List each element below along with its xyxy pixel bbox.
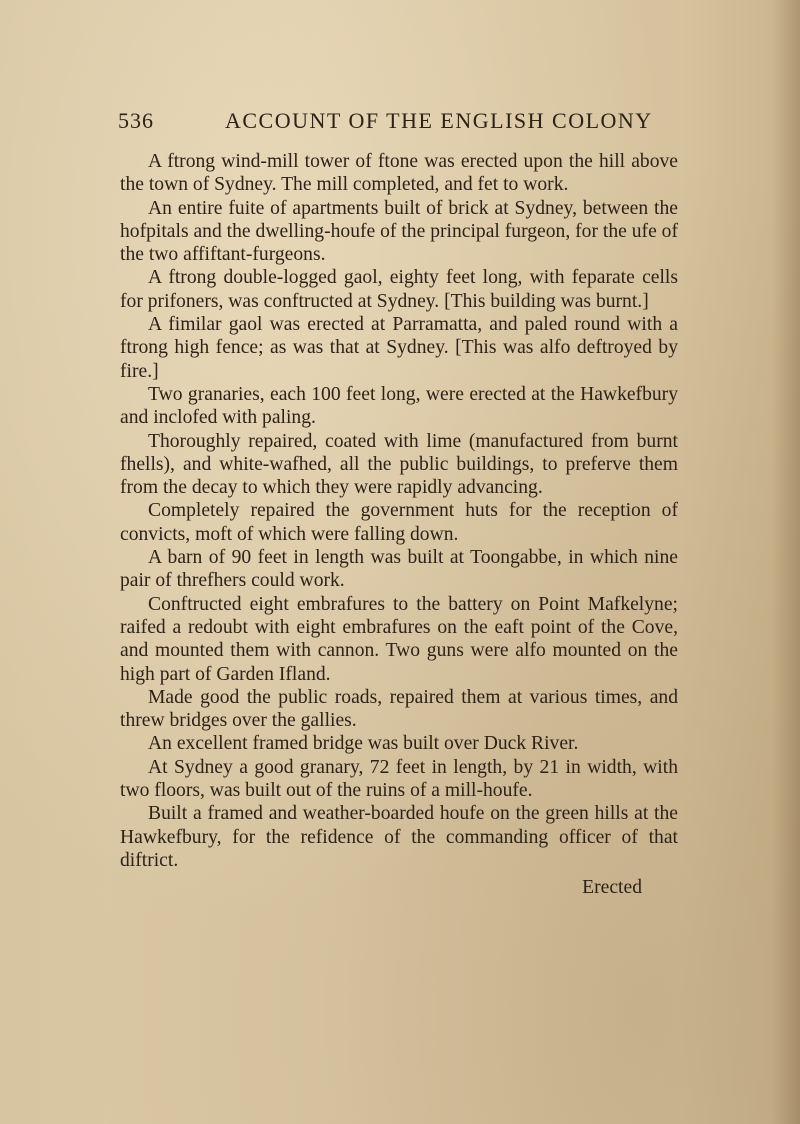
- paragraph: Two granaries, each 100 feet long, were erected at the Hawkefbury and inclofed with paling.: [120, 383, 678, 429]
- paragraph: An entire fuite of apartments built of brick at Sydney, between the hofpitals and the dwelling-houfe of the principal furgeon, for the ufe of the two affiftant-furgeons.: [120, 197, 678, 266]
- running-head: [118, 108, 678, 138]
- paragraph: Conftructed eight embrafures to the battery on Point Mafkelyne; raifed a redoubt with eight embrafures on the eaft point of the Cove, and mounted them with cannon. Two guns were alfo mounted on the high part of Garden Ifland.: [120, 593, 678, 685]
- page-edge-shadow: [772, 0, 800, 1124]
- paragraph: Made good the public roads, repaired them at various times, and threw bridges over the gallies.: [120, 686, 678, 732]
- page-number: 536: [118, 108, 154, 133]
- paragraph: Thoroughly repaired, coated with lime (manufactured from burnt fhells), and white-wafhed, all the public buildings, to preferve them from the decay to which they were rapidly advancing.: [120, 430, 678, 499]
- paragraph: Built a framed and weather-boarded houfe on the green hills at the Hawkefbury, for the refidence of the commanding officer of that diftrict.: [120, 803, 678, 871]
- paragraph: A fimilar gaol was erected at Parramatta, and paled round with a ftrong high fence; as was that at Sydney. [This was alfo deftroyed by fire.]: [120, 314, 678, 382]
- body-text: [120, 150, 678, 900]
- running-title: ACCOUNT OF THE ENGLISH COLONY: [225, 108, 653, 133]
- paragraph: A ftrong wind-mill tower of ftone was erected upon the hill above the town of Sydney. The mill completed, and fet to work.: [120, 151, 678, 196]
- paragraph: A ftrong double-logged gaol, eighty feet long, with feparate cells for prifoners, was conftructed at Sydney. [This building was burnt.]: [120, 267, 678, 312]
- paragraph: Completely repaired the government huts for the reception of convicts, moft of which were falling down.: [120, 500, 678, 545]
- paragraph: An excellent framed bridge was built over Duck River.: [148, 733, 579, 755]
- catchword: Erected: [582, 877, 642, 899]
- paragraph: A barn of 90 feet in length was built at Toongabbe, in which nine pair of threfhers could work.: [120, 547, 678, 592]
- paragraph: At Sydney a good granary, 72 feet in length, by 21 in width, with two floors, was built out of the ruins of a mill-houfe.: [120, 756, 678, 802]
